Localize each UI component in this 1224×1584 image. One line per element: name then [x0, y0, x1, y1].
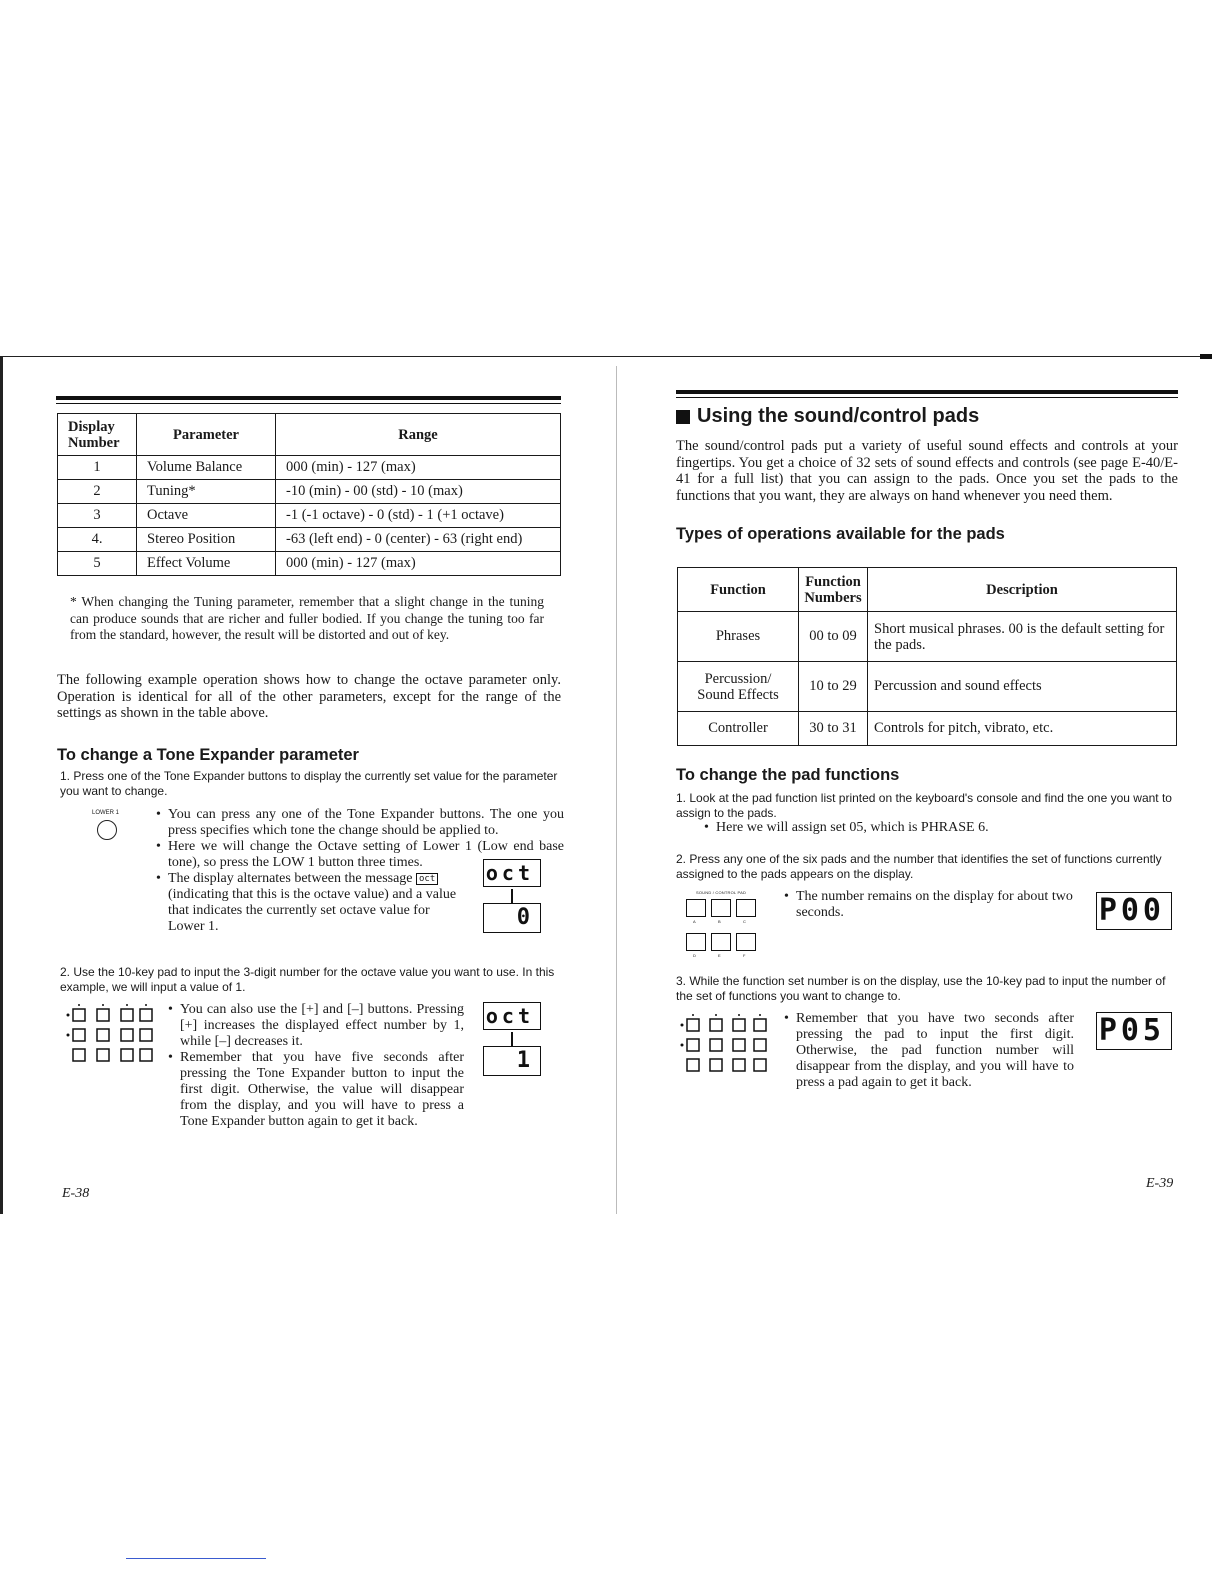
down-arrow-icon [511, 889, 513, 903]
table-cell: Percussion/ Sound Effects [678, 662, 799, 712]
right-step-3: 3. While the function set number is on the display, use the 10-key pad to input the number of the set of functions you want to change to. [676, 974, 1166, 1003]
scan-top-line [0, 356, 1212, 357]
pad-panel-label: SOUND / CONTROL PAD [696, 890, 747, 895]
parameter-table [57, 413, 561, 576]
pad-f[interactable] [736, 933, 756, 951]
ten-key-pad-icon [64, 1002, 154, 1064]
pad-c[interactable] [736, 899, 756, 917]
table-cell: Short musical phrases. 00 is the default setting for the pads. [868, 612, 1177, 662]
left-top-rule [56, 396, 561, 400]
table-cell: 2 [58, 480, 137, 504]
table-cell: 000 (min) - 127 (max) [276, 552, 561, 576]
pad-letter: F [743, 953, 746, 958]
right-step-2: 2. Press any one of the six pads and the number that identifies the set of functions currently assigned to the pads appears on the display. [676, 852, 1162, 881]
down-arrow-icon [511, 1032, 513, 1046]
table-row [58, 456, 561, 480]
table-cell: Controls for pitch, vibrato, etc. [868, 712, 1177, 746]
page-divider [616, 366, 617, 1214]
table-cell: 000 (min) - 127 (max) [276, 456, 561, 480]
left-top-rule-thin [56, 403, 561, 404]
list-item: • You can press any one of the Tone Expander buttons. The one you press specifies which tone the change should be applied to. [168, 807, 564, 839]
list-item: • Remember that you have two seconds after pressing the pad to input the first digit. Otherwise, the pad function number will disappear from the display, and you will have to press a pad again to get it back. [796, 1011, 1074, 1091]
section-square-icon [676, 410, 690, 424]
table-header-row [58, 414, 561, 456]
list-item: • Here we will assign set 05, which is PHRASE 6. [716, 820, 1172, 836]
table-row [58, 552, 561, 576]
types-heading: Types of operations available for the pads [676, 525, 1005, 543]
pad-letter: B [718, 919, 721, 924]
table-cell: 5 [58, 552, 137, 576]
inline-oct-display: oct [416, 873, 438, 885]
col-header-function: Function [678, 568, 799, 612]
pad-letter: E [718, 953, 721, 958]
table-cell: 30 to 31 [799, 712, 868, 746]
change-pad-heading: To change the pad functions [676, 766, 900, 784]
left-intro-paragraph: The following example operation shows how to change the octave parameter only. Operation is identical for all of the other parameters, except for the range of the settings as shown in the table above. [57, 672, 561, 721]
table-row [678, 712, 1177, 746]
table-cell: 3 [58, 504, 137, 528]
table-cell: Controller [678, 712, 799, 746]
lower1-button[interactable] [97, 820, 117, 840]
table-cell: Octave [137, 504, 276, 528]
pad-letter: A [693, 919, 696, 924]
right-page-number: E-39 [1146, 1176, 1174, 1191]
pad-b[interactable] [711, 899, 731, 917]
list-item: (indicating that this is the octave value) and a value that indicates the currently set octave value for Lower 1. [168, 887, 457, 934]
step2-lcd-top: oct [483, 1002, 541, 1030]
left-step-2: 2. Use the 10-key pad to input the 3-digit number for the octave value you want to use. In this example, we will input a value of 1. [60, 965, 555, 994]
step2-bullet-list [166, 1002, 464, 1130]
table-cell: 00 to 09 [799, 612, 868, 662]
col-header-display-number: Display Number [58, 414, 137, 456]
table-cell: -1 (-1 octave) - 0 (std) - 1 (+1 octave) [276, 504, 561, 528]
right-intro-paragraph: The sound/control pads put a variety of useful sound effects and controls at your fingertips. You get a choice of 32 sets of sound effects and controls (see page E-40/E-41 for a full list) that you can assign to the pads. Once you set the pads to the functions that you want, they are always on hand whenever you need them. [676, 438, 1178, 504]
lower1-button-label: LOWER 1 [92, 810, 120, 816]
display-message-text: The display alternates between the message [168, 871, 413, 886]
table-cell: Percussion and sound effects [868, 662, 1177, 712]
list-item: • You can also use the [+] and [–] buttons. Pressing [+] increases the displayed effect number by 1, while [–] decreases it. [180, 1002, 464, 1050]
col-header-function-numbers: Function Numbers [799, 568, 868, 612]
step1-lcd-top: oct [483, 859, 541, 887]
list-item: • Here we will change the Octave setting of Lower 1 (Low end base tone), so press the LOW 1 button three times. [168, 839, 564, 871]
right-step1-bullet [702, 820, 1172, 836]
table-row [58, 480, 561, 504]
right-step3-bullet [782, 1011, 1074, 1091]
tuning-footnote: * When changing the Tuning parameter, remember that a slight change in the tuning can produce sounds that are richer and fuller bodied. If you change the tuning too far from the standard, however, the result will be distorted and out of key. [70, 594, 544, 642]
scan-bottom-mark [126, 1558, 266, 1559]
table-row [58, 504, 561, 528]
table-row [58, 528, 561, 552]
table-cell: Tuning* [137, 480, 276, 504]
table-cell: -63 (left end) - 0 (center) - 63 (right end) [276, 528, 561, 552]
pad-letter: C [743, 919, 746, 924]
left-step-1: 1. Press one of the Tone Expander buttons to display the currently set value for the parameter you want to change. [60, 769, 558, 798]
col-header-description: Description [868, 568, 1177, 612]
table-cell: 1 [58, 456, 137, 480]
table-cell: Effect Volume [137, 552, 276, 576]
table-row [678, 662, 1177, 712]
step1-lcd-bottom: 0 [483, 903, 541, 933]
table-cell: Stereo Position [137, 528, 276, 552]
scan-mark [1200, 354, 1212, 359]
list-item: • Remember that you have five seconds after pressing the Tone Expander button to input the first digit. Otherwise, the value will disappear from the display, and you will have to press a Tone Expander button again to get it back. [180, 1050, 464, 1130]
left-page-number: E-38 [62, 1186, 90, 1201]
table-row [678, 612, 1177, 662]
table-cell: Volume Balance [137, 456, 276, 480]
table-cell: 10 to 29 [799, 662, 868, 712]
table-header-row [678, 568, 1177, 612]
right-step-1: 1. Look at the pad function list printed on the keyboard's console and find the one you want to assign to the pads. [676, 791, 1172, 820]
col-header-range: Range [276, 414, 561, 456]
step2-lcd-bottom: 1 [483, 1046, 541, 1076]
pad-function-table [677, 567, 1177, 746]
pad-letter: D [693, 953, 696, 958]
list-item [168, 871, 466, 887]
step3-pad-lcd: P05 [1096, 1012, 1172, 1050]
right-top-rule-thin [676, 397, 1178, 398]
pad-e[interactable] [711, 933, 731, 951]
table-cell: Phrases [678, 612, 799, 662]
table-cell: 4. [58, 528, 137, 552]
right-top-rule [676, 390, 1178, 394]
right-step2-bullet [782, 889, 1082, 921]
pad-a[interactable] [686, 899, 706, 917]
pads-section-title: Using the sound/control pads [697, 405, 980, 427]
step1-bullet-list-display [154, 871, 466, 935]
step2-pad-lcd: P00 [1096, 892, 1172, 930]
col-header-parameter: Parameter [137, 414, 276, 456]
table-cell: -10 (min) - 00 (std) - 10 (max) [276, 480, 561, 504]
pad-d[interactable] [686, 933, 706, 951]
ten-key-pad-icon [680, 1012, 770, 1074]
list-item: • The number remains on the display for about two seconds. [796, 889, 1082, 921]
tone-expander-heading: To change a Tone Expander parameter [57, 746, 359, 764]
scan-left-edge [0, 356, 3, 1214]
